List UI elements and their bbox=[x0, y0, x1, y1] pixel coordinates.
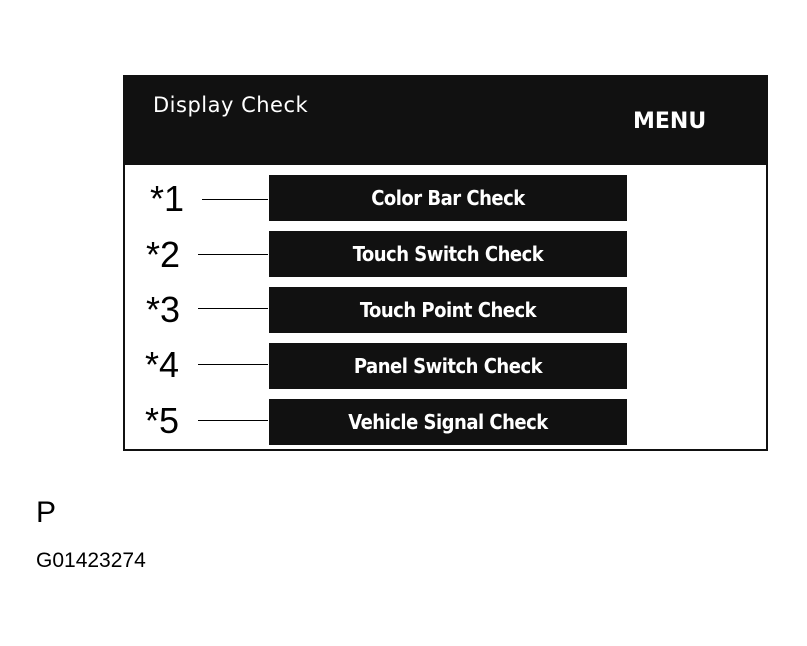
touch-point-check-button[interactable]: Touch Point Check bbox=[269, 287, 627, 333]
footer-letter: P bbox=[36, 496, 57, 529]
leader-line-2 bbox=[198, 254, 268, 255]
callout-1: *1 bbox=[150, 178, 185, 219]
figure-code: G01423274 bbox=[36, 549, 146, 572]
touch-switch-check-button[interactable]: Touch Switch Check bbox=[269, 231, 627, 277]
color-bar-check-button[interactable]: Color Bar Check bbox=[269, 175, 627, 221]
leader-line-4 bbox=[198, 364, 268, 365]
screen-header bbox=[125, 77, 766, 165]
callout-2: *2 bbox=[146, 234, 181, 275]
vehicle-signal-check-button[interactable]: Vehicle Signal Check bbox=[269, 399, 627, 445]
callout-3: *3 bbox=[146, 289, 181, 330]
menu-button[interactable]: MENU bbox=[633, 109, 707, 134]
screen-title: Display Check bbox=[153, 93, 309, 117]
display-screen bbox=[123, 75, 768, 451]
leader-line-3 bbox=[198, 308, 268, 309]
leader-line-1 bbox=[202, 199, 268, 200]
callout-5: *5 bbox=[145, 400, 180, 441]
callout-4: *4 bbox=[145, 344, 180, 385]
panel-switch-check-button[interactable]: Panel Switch Check bbox=[269, 343, 627, 389]
leader-line-5 bbox=[198, 420, 268, 421]
